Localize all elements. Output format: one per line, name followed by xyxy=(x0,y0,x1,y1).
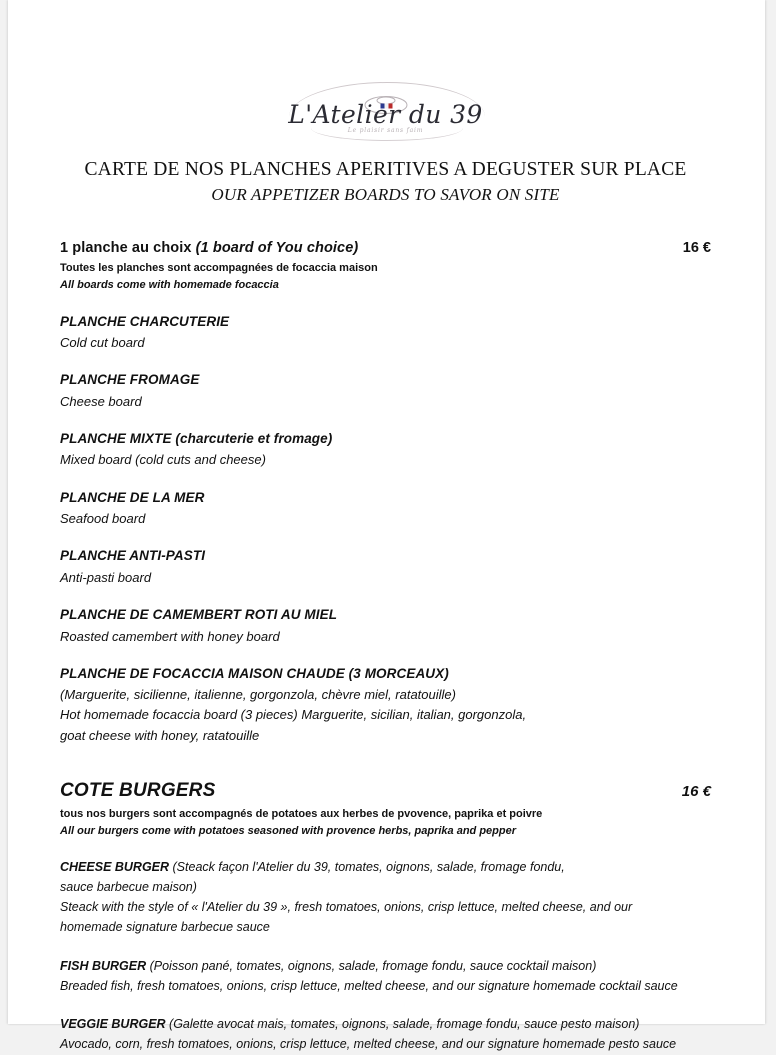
burger-fr-first-line: (Galette avocat mais, tomates, oignons, salade, fromage fondu, sauce pesto maison) xyxy=(165,1017,640,1032)
burger-fr-first-line: (Poisson pané, tomates, oignons, salade, fromage fondu, sauce cocktail maison) xyxy=(146,958,597,973)
burger-description-fr xyxy=(60,1014,711,1034)
burger-en-line: homemade signature barbecue sauce xyxy=(60,920,270,935)
boards-list xyxy=(60,312,711,746)
boards-price: 16 € xyxy=(682,239,711,256)
burger-name: CHEESE BURGER xyxy=(60,859,170,874)
item-name-en xyxy=(60,568,711,588)
burgers-section-title: COTE BURGERS xyxy=(60,779,216,801)
list-item xyxy=(60,605,711,647)
menu-page xyxy=(8,0,765,1052)
burgers-note-fr: tous nos burgers sont accompagnés de potatoes aux herbes de pvovence, paprika et poivre xyxy=(60,807,543,820)
burger-description-fr xyxy=(60,956,711,976)
burger-description-en xyxy=(60,976,711,996)
item-name-fr: PLANCHE FROMAGE xyxy=(60,372,200,388)
section-burgers xyxy=(60,780,711,1055)
list-item xyxy=(60,857,711,938)
item-name-en xyxy=(60,685,711,745)
list-item xyxy=(60,429,711,471)
item-en-line: Seafood board xyxy=(60,511,146,527)
page-title xyxy=(60,158,711,206)
page-title-en: OUR APPETIZER BOARDS TO SAVOR ON SITE xyxy=(211,185,560,205)
burger-en-line: Breaded fish, fresh tomatoes, onions, crisp lettuce, melted cheese, and our signature homemade cocktail sauce xyxy=(60,978,678,993)
list-item xyxy=(60,546,711,588)
item-name-en xyxy=(60,392,711,412)
item-name-en xyxy=(60,509,711,529)
item-name-fr: PLANCHE DE LA MER xyxy=(60,489,205,505)
burger-en-line: Avocado, corn, fresh tomatoes, onions, crisp lettuce, melted cheese, and our signature homemade pesto sauce xyxy=(60,1037,677,1052)
burgers-note-en: All our burgers come with potatoes seasoned with provence herbs, paprika and pepper xyxy=(60,824,516,837)
burger-en-line: Steack with the style of « l'Atelier du 39 », fresh tomatoes, onions, crisp lettuce, melted cheese, and our xyxy=(60,900,633,915)
list-item xyxy=(60,1014,711,1055)
list-item xyxy=(60,488,711,530)
page-title-fr: CARTE DE NOS PLANCHES APERITIVES A DEGUSTER SUR PLACE xyxy=(84,159,687,180)
logo-wordmark: L'Atelier du 39 xyxy=(288,100,483,129)
item-name-fr: PLANCHE CHARCUTERIE xyxy=(60,313,230,329)
boards-title-main: 1 planche au choix xyxy=(60,239,196,256)
boards-note-en: All boards come with homemade focaccia xyxy=(60,278,279,291)
item-name-fr: PLANCHE DE FOCACCIA MAISON CHAUDE (3 MORCEAUX) xyxy=(60,665,449,681)
burger-name: FISH BURGER xyxy=(60,958,147,973)
burger-description-fr xyxy=(60,857,711,898)
boards-note-fr: Toutes les planches sont accompagnées de focaccia maison xyxy=(60,261,378,274)
item-en-line: Hot homemade focaccia board (3 pieces) Marguerite, sicilian, italian, gorgonzola, xyxy=(60,707,527,723)
burger-fr-line: sauce barbecue maison) xyxy=(60,879,197,894)
burger-name: VEGGIE BURGER xyxy=(60,1017,166,1032)
item-name-en xyxy=(60,333,711,353)
item-en-line: Mixed board (cold cuts and cheese) xyxy=(60,452,266,468)
logo-tagline: Le plaisir sans faim xyxy=(347,127,424,134)
list-item xyxy=(60,956,711,997)
item-en-line: Roasted camembert with honey board xyxy=(60,628,280,644)
item-name-fr: PLANCHE DE CAMEMBERT ROTI AU MIEL xyxy=(60,607,338,623)
section-boards xyxy=(60,240,711,746)
item-name-fr: PLANCHE ANTI-PASTI xyxy=(60,548,206,564)
burger-description-en xyxy=(60,1034,711,1054)
boards-section-title xyxy=(60,240,358,256)
boards-section-header xyxy=(60,240,711,256)
item-en-line: (Marguerite, sicilienne, italienne, gorgonzola, chèvre miel, ratatouille) xyxy=(60,687,456,703)
boards-title-translation: (1 board of You choice) xyxy=(195,239,359,256)
list-item xyxy=(60,312,711,354)
item-en-line: goat cheese with honey, ratatouille xyxy=(60,727,260,743)
item-name-en xyxy=(60,450,711,470)
item-name-fr: PLANCHE MIXTE (charcuterie et fromage) xyxy=(60,430,333,446)
list-item xyxy=(60,370,711,412)
burger-description-en xyxy=(60,897,711,938)
logo-underline-decoration xyxy=(311,128,463,141)
item-en-line: Anti-pasti board xyxy=(60,569,152,585)
list-item xyxy=(60,664,711,746)
menu-sheet xyxy=(8,0,765,1052)
item-en-line: Cheese board xyxy=(60,393,142,409)
item-name-en xyxy=(60,627,711,647)
burgers-price: 16 € xyxy=(681,782,711,800)
item-en-line: Cold cut board xyxy=(60,335,145,351)
restaurant-logo xyxy=(60,82,711,144)
burgers-section-header xyxy=(60,780,711,802)
burger-fr-first-line: (Steack façon l'Atelier du 39, tomates, oignons, salade, fromage fondu, xyxy=(169,859,565,874)
burgers-list xyxy=(60,857,711,1055)
